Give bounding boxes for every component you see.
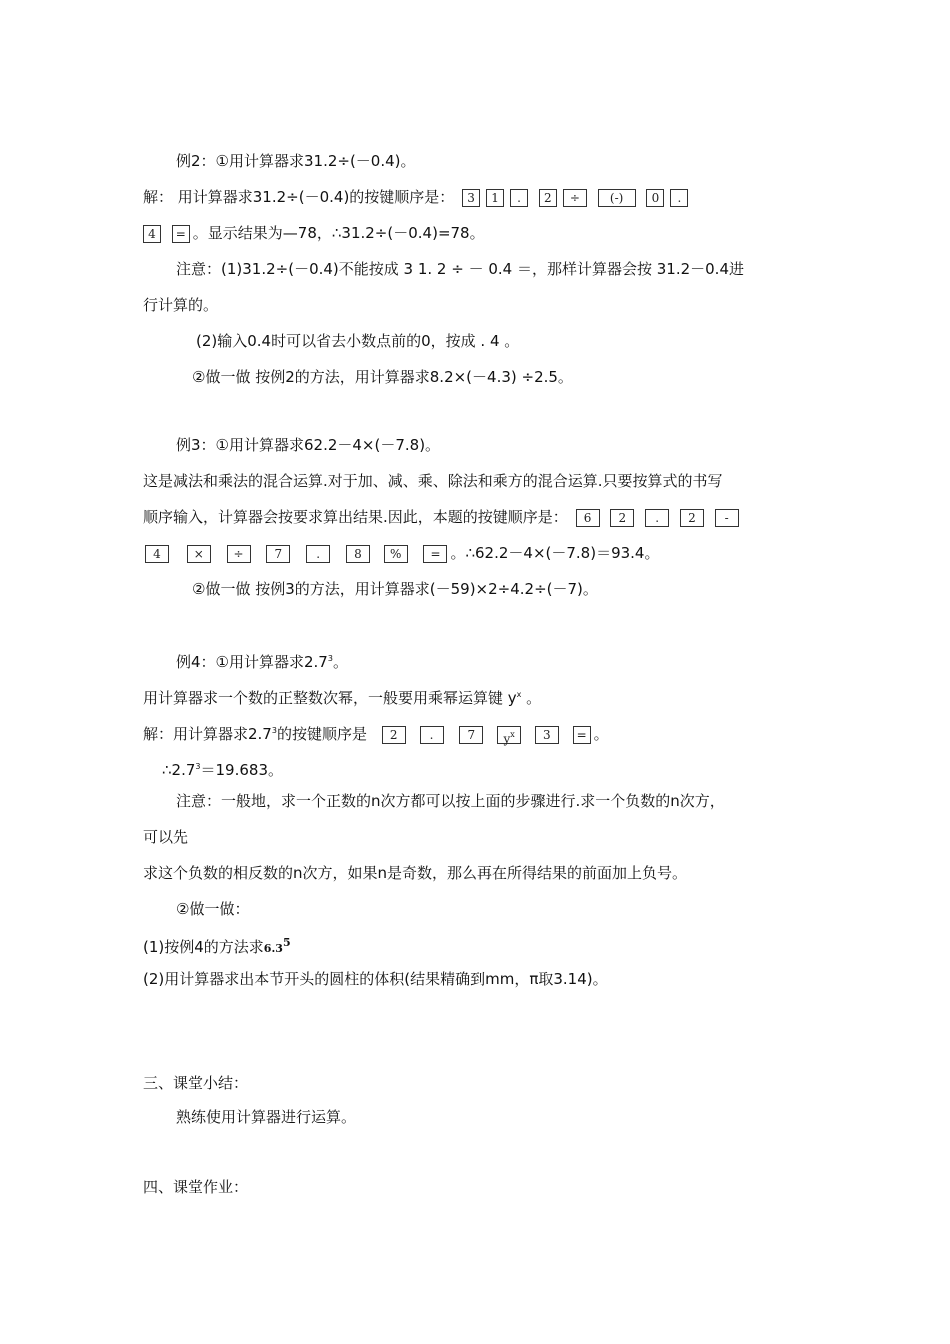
key-power-exp: x: [510, 729, 515, 739]
ex4-practice-1-exp: 5: [282, 936, 291, 949]
key-4: 4: [145, 545, 169, 563]
ex2-result-line: [140, 222, 485, 244]
ex4-practice-2: (2)用计算器求出本节开头的圆柱的体积(结果精确到mm，π取3.14)。: [143, 970, 608, 988]
key-1: 1: [486, 189, 504, 207]
key-6: 6: [576, 509, 600, 527]
key-2: 2: [680, 509, 704, 527]
key-negative: (-): [598, 189, 636, 207]
ex2-title: 例2：①用计算器求31.2÷(－0.4)。: [176, 152, 416, 170]
ex3-result: 。∴62.2－4×(－7.8)＝93.4。: [450, 544, 660, 562]
key-divide: ÷: [227, 545, 251, 563]
key-dot: .: [645, 509, 669, 527]
key-3: 3: [535, 726, 559, 744]
ex3-practice: ②做一做 按例3的方法，用计算器求(－59)×2÷4.2÷(－7)。: [192, 580, 598, 598]
ex4-practice-1: [143, 932, 291, 954]
key-multiply: ×: [187, 545, 211, 563]
ex4-answer: [162, 756, 283, 778]
ex2-solution-line: [143, 186, 691, 208]
ex4-line-1: [143, 684, 541, 706]
key-2: 2: [539, 189, 557, 207]
ex4-solution-line: [143, 720, 609, 746]
key-2: 2: [610, 509, 634, 527]
key-8: 8: [346, 545, 370, 563]
key-power: [497, 726, 521, 744]
ex4-solution-suffix: 。: [593, 725, 609, 743]
key-7: 7: [266, 545, 290, 563]
ex4-note-2: 可以先: [143, 828, 189, 846]
key-dot: .: [670, 189, 688, 207]
ex4-note-1: 注意：一般地，求一个正数的n次方都可以按上面的步骤进行.求一个负数的n次方，: [176, 792, 725, 810]
ex4-answer-exp: 3: [195, 762, 201, 771]
ex4-title: [176, 648, 348, 670]
key-percent: %: [384, 545, 408, 563]
ex3-line-1: 这是减法和乘法的混合运算.对于加、减、乘、除法和乘方的混合运算.只要按算式的书写: [143, 472, 723, 490]
ex4-title-suffix: 。: [332, 653, 348, 671]
key-4: 4: [143, 225, 161, 243]
key-dot: .: [420, 726, 444, 744]
ex4-answer-prefix: ∴2.7: [162, 761, 196, 779]
ex2-practice: ②做一做 按例2的方法，用计算器求8.2×(－4.3) ÷2.5。: [192, 368, 573, 386]
key-3: 3: [462, 189, 480, 207]
key-dot: .: [306, 545, 330, 563]
key-power-base: y: [503, 731, 511, 746]
key-divide: ÷: [563, 189, 587, 207]
ex4-practice-1-prefix: (1)按例4的方法求: [143, 938, 264, 956]
key-2: 2: [382, 726, 406, 744]
ex4-answer-suffix: ＝19.683。: [200, 761, 283, 779]
key-0: 0: [646, 189, 664, 207]
ex2-solution-prefix: 解： 用计算器求31.2÷(－0.4)的按键顺序是：: [143, 188, 455, 206]
summary-heading: 三、课堂小结：: [143, 1074, 249, 1092]
key-equals: =: [172, 225, 190, 243]
ex4-title-prefix: 例4：①用计算器求2.7: [176, 653, 328, 671]
ex2-note-2: (2)输入0.4时可以省去小数点前的0，按成 . 4 。: [196, 332, 520, 350]
ex4-line-1-prefix: 用计算器求一个数的正整数次幂，一般要用乘幂运算键 y: [143, 689, 517, 707]
ex4-line-1-exp: x: [516, 690, 522, 699]
ex3-line-2-prefix: 顺序输入，计算器会按要求算出结果.因此，本题的按键顺序是：: [143, 508, 568, 526]
ex4-practice-title: ②做一做：: [176, 900, 250, 918]
key-equals: =: [573, 726, 591, 744]
ex3-title: 例3：①用计算器求62.2－4×(－7.8)。: [176, 436, 441, 454]
key-minus: -: [715, 509, 739, 527]
key-equals: =: [423, 545, 447, 563]
ex2-note-1-cont: 行计算的。: [143, 296, 219, 314]
ex3-line-2: [143, 506, 742, 528]
key-7: 7: [459, 726, 483, 744]
ex2-result: 。显示结果为—78，∴31.2÷(－0.4)=78。: [192, 224, 485, 242]
ex3-key-line: [142, 542, 659, 564]
ex4-line-1-suffix: 。: [521, 689, 542, 707]
ex4-solution-mid: 的按键顺序是: [276, 725, 367, 743]
ex4-solution-exp: 3: [271, 726, 277, 735]
ex4-note-3: 求这个负数的相反数的n次方，如果n是奇数，那么再在所得结果的前面加上负号。: [143, 864, 688, 882]
ex4-practice-1-value: 6.3: [263, 942, 283, 955]
ex4-solution-prefix: 解：用计算器求2.7: [143, 725, 272, 743]
ex4-title-exp: 3: [327, 654, 333, 663]
summary-text: 熟练使用计算器进行运算。: [176, 1108, 357, 1126]
key-dot: .: [510, 189, 528, 207]
homework-heading: 四、课堂作业：: [143, 1178, 249, 1196]
ex2-note-1: 注意：(1)31.2÷(－0.4)不能按成 3 1. 2 ÷ － 0.4 ＝，那样计算器会按 31.2－0.4进: [176, 260, 744, 278]
